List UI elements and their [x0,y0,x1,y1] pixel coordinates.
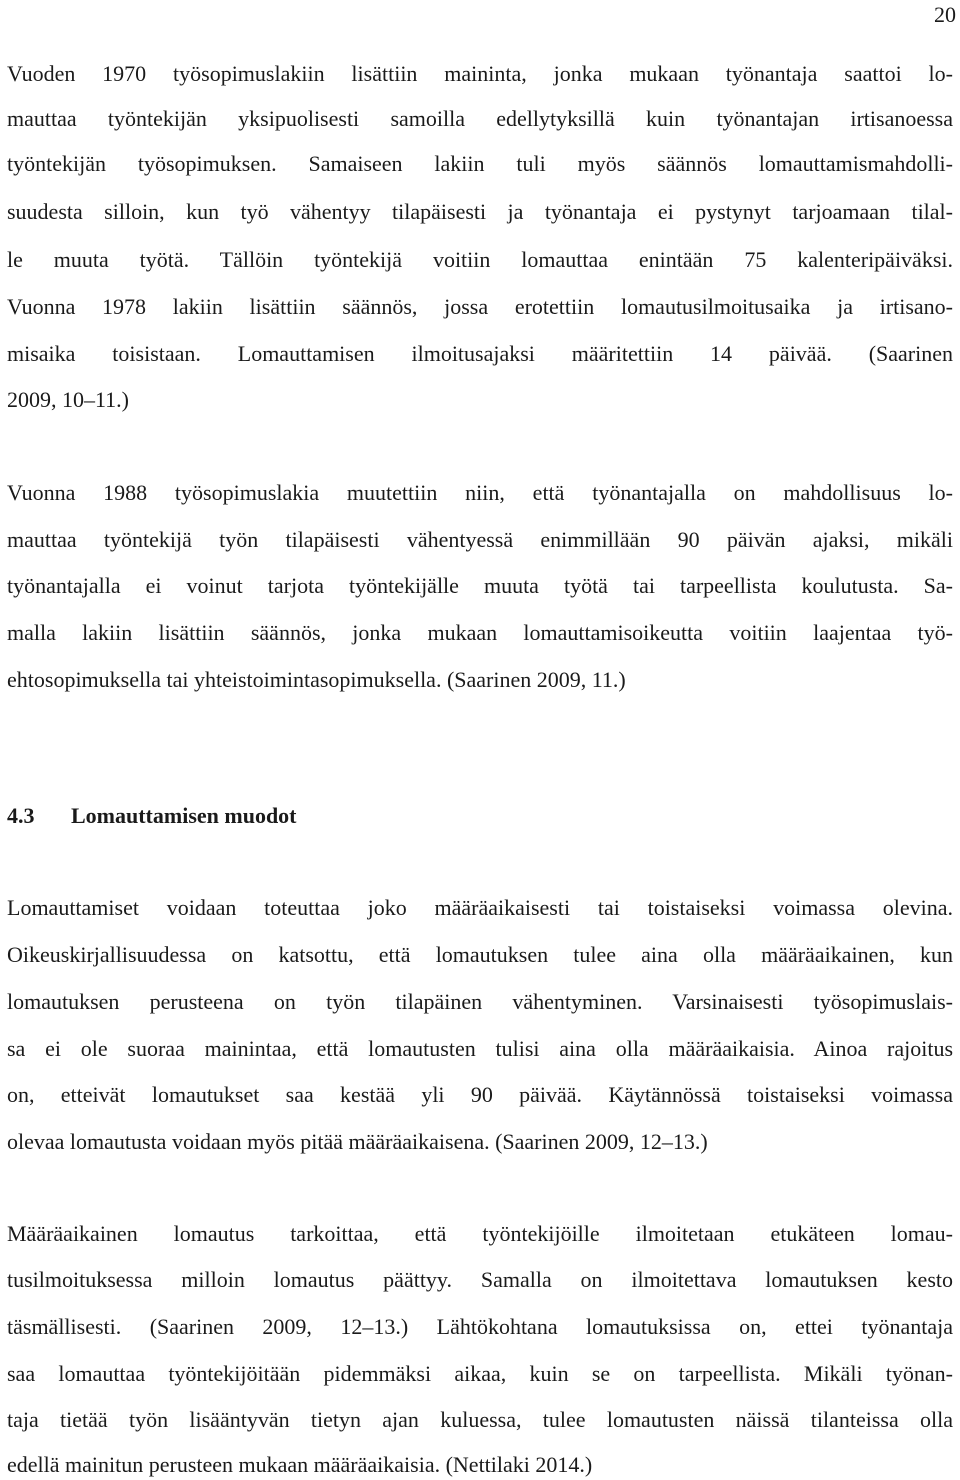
text-line: Määräaikainen lomautus tarkoittaa, että työntekijöille ilmoitetaan etukäteen lomau- [7,1221,953,1246]
text-line: ehtosopimuksella tai yhteistoimintasopimuksella. (Saarinen 2009, 11.) [7,667,626,692]
text-line: Vuoden 1970 työsopimuslakiin lisättiin maininta, jonka mukaan työnantaja saattoi lo- [7,61,953,86]
text-line: tusilmoituksessa milloin lomautus päättyy. Samalla on ilmoitettava lomautuksen kesto [7,1267,953,1292]
section-number: 4.3 [7,803,35,828]
text-line: le muuta työtä. Tällöin työntekijä voitiin lomauttaa enintään 75 kalenteripäiväksi. [7,247,953,272]
section-heading [7,802,297,830]
text-line: työntekijän työsopimuksen. Samaiseen lakiin tuli myös säännös lomauttamismahdolli- [7,151,953,176]
text-line: mauttaa työntekijän yksipuolisesti samoilla edellytyksillä kuin työnantajan irtisanoessa [7,106,953,131]
text-line: sa ei ole suoraa mainintaa, että lomautusten tulisi aina olla määräaikaisia. Ainoa rajoitus [7,1036,953,1061]
text-line: malla lakiin lisättiin säännös, jonka mukaan lomauttamisoikeutta voitiin laajentaa työ- [7,620,953,645]
text-line: 2009, 10–11.) [7,387,130,412]
text-line: lomautuksen perusteena on työn tilapäinen vähentyminen. Varsinaisesti työsopimuslais- [7,989,953,1014]
text-line: olevaa lomautusta voidaan myös pitää määräaikaisena. (Saarinen 2009, 12–13.) [7,1129,708,1154]
text-line: saa lomauttaa työntekijöitään pidemmäksi aikaa, kuin se on tarpeellista. Mikäli työnan- [7,1361,953,1386]
text-line: misaika toisistaan. Lomauttamisen ilmoitusajaksi määritettiin 14 päivää. (Saarinen [7,341,953,366]
text-line: Lomauttamiset voidaan toteuttaa joko määräaikaisesti tai toistaiseksi voimassa olevina. [7,895,953,920]
text-line: suudesta silloin, kun työ vähentyy tilapäisesti ja työnantaja ei pystynyt tarjoamaan tilal- [7,199,953,224]
text-line: Oikeuskirjallisuudessa on katsottu, että lomautuksen tulee aina olla määräaikainen, kun [7,942,953,967]
text-line: on, etteivät lomautukset saa kestää yli 90 päivää. Käytännössä toistaiseksi voimassa [7,1082,953,1107]
page-number: 20 [934,2,956,27]
text-line: täsmällisesti. (Saarinen 2009, 12–13.) Lähtökohtana lomautuksissa on, ettei työnantaja [7,1314,953,1339]
text-line: Vuonna 1988 työsopimuslakia muutettiin niin, että työnantajalla on mahdollisuus lo- [7,480,953,505]
section-title: Lomauttamisen muodot [71,803,297,828]
text-line: Vuonna 1978 lakiin lisättiin säännös, jossa erotettiin lomautusilmoitusaika ja irtisano- [7,294,953,319]
text-line: taja tietää työn lisääntyvän tietyn ajan kuluessa, tulee lomautusten näissä tilanteissa olla [7,1407,953,1432]
text-line: edellä mainitun perusteen mukaan määräaikaisia. (Nettilaki 2014.) [7,1452,593,1477]
text-line: työnantajalla ei voinut tarjota työntekijälle muuta työtä tai tarpeellista koulutusta. Sa- [7,573,953,598]
text-line: mauttaa työntekijä työn tilapäisesti vähentyessä enimmillään 90 päivän ajaksi, mikäli [7,527,953,552]
